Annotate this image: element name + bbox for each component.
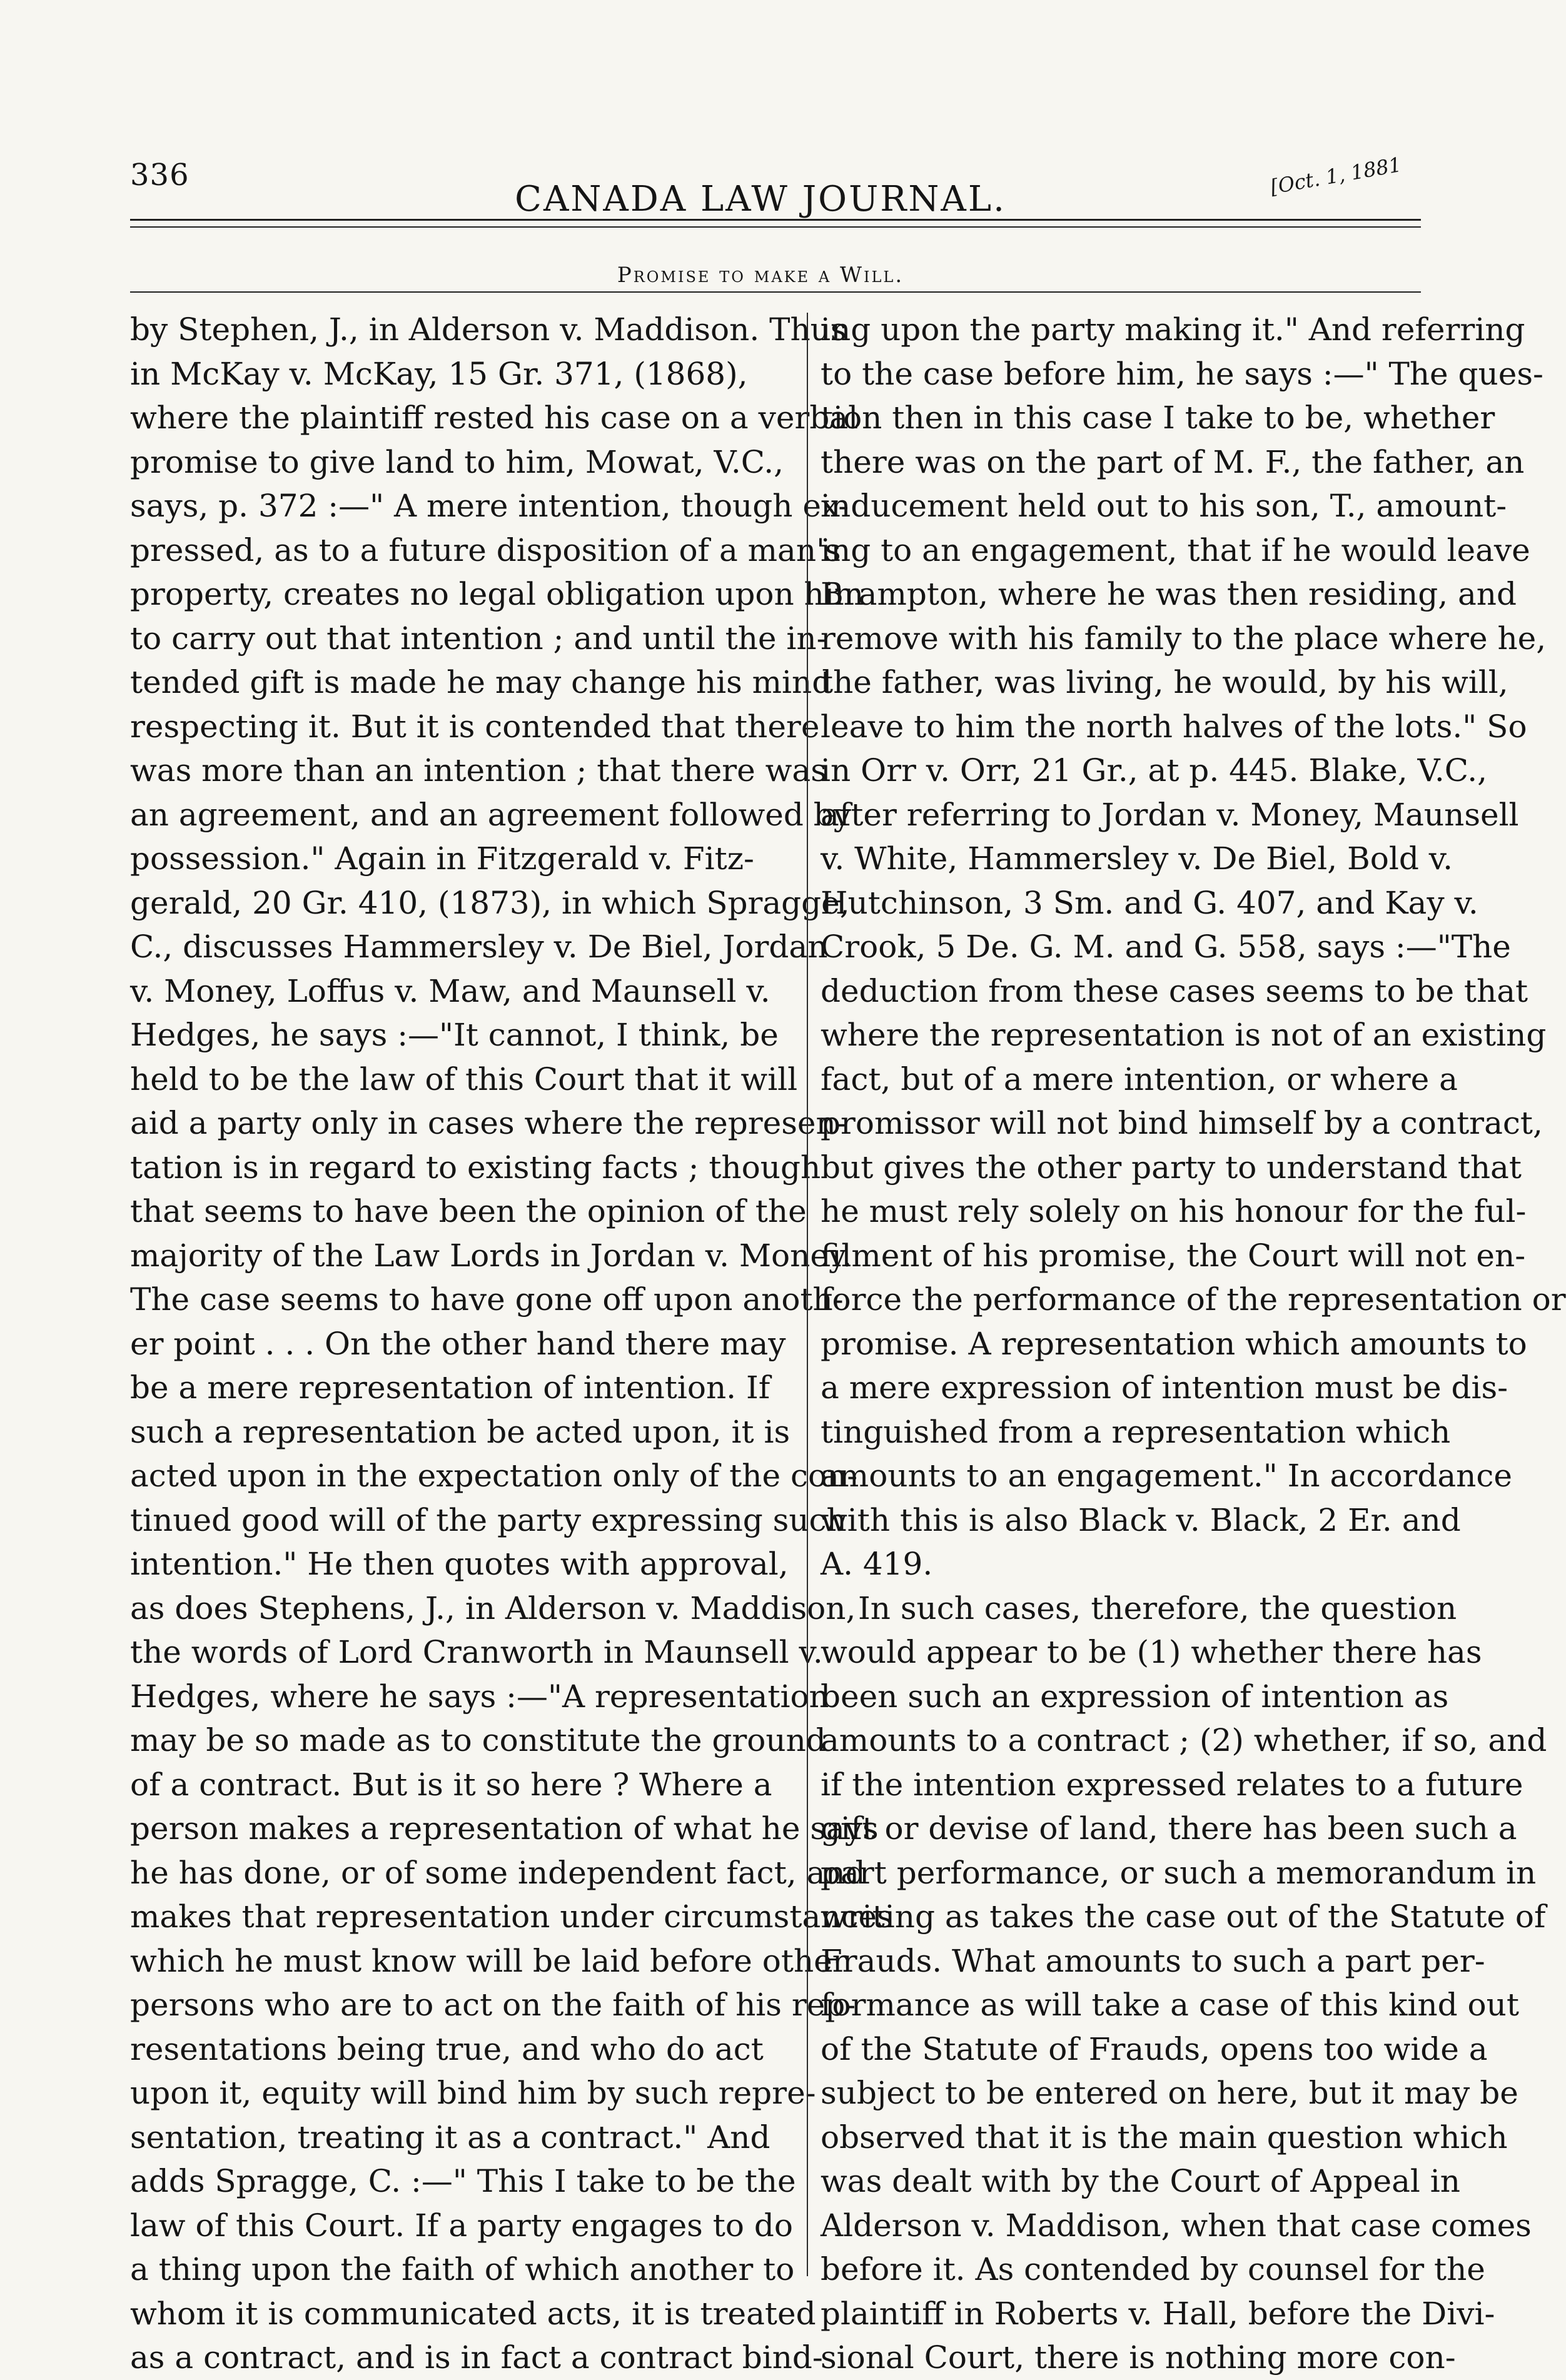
text-line: after referring to Jordan v. Money, Maunsell <box>821 796 1519 833</box>
text-line: promise to give land to him, Mowat, V.C., <box>130 443 784 480</box>
text-line: persons who are to act on the faith of his rep- <box>130 1987 856 2023</box>
text-line: amounts to an engagement." In accordance <box>821 1458 1512 1494</box>
right-column <box>821 308 1566 2380</box>
text-line: writing as takes the case out of the Statute of <box>821 1898 1546 1935</box>
text-line: held to be the law of this Court that it will <box>130 1061 798 1097</box>
text-line: he must rely solely on his honour for the ful- <box>821 1193 1527 1229</box>
header-rule-thin <box>130 226 1421 228</box>
text-line: of the Statute of Frauds, opens too wide a <box>821 2030 1488 2067</box>
text-line: er point . . . On the other hand there may <box>130 1325 786 1362</box>
text-line: with this is also Black v. Black, 2 Er. and <box>821 1501 1461 1538</box>
text-line: as does Stephens, J., in Alderson v. Maddison, <box>130 1590 856 1626</box>
text-line: respecting it. But it is contended that there <box>130 708 820 745</box>
text-line: promise. A representation which amounts to <box>821 1325 1527 1362</box>
text-line: subject to be entered on here, but it may be <box>821 2075 1518 2111</box>
text-line: C., discusses Hammersley v. De Biel, Jordan <box>130 929 828 965</box>
text-line: whom it is communicated acts, it is treated <box>130 2295 816 2332</box>
text-line: sentation, treating it as a contract." And <box>130 2119 770 2156</box>
text-line: filment of his promise, the Court will not en- <box>821 1237 1526 1274</box>
text-line: may be so made as to constitute the ground <box>130 1722 826 1758</box>
text-line: upon it, equity will bind him by such repre- <box>130 2075 816 2111</box>
text-line: he has done, or of some independent fact, and <box>130 1854 866 1891</box>
text-line: an agreement, and an agreement followed by <box>130 796 852 833</box>
article-title: Promise to make a Will. <box>617 263 904 288</box>
text-line: A. 419. <box>821 1546 933 1582</box>
text-line: plaintiff in Roberts v. Hall, before the Divi- <box>821 2295 1495 2332</box>
text-line: before it. As contended by counsel for the <box>821 2251 1485 2287</box>
text-line: The case seems to have gone off upon anoth- <box>130 1281 844 1318</box>
text-line: force the performance of the representation or <box>821 1281 1566 1318</box>
text-line: formance as will take a case of this kind out <box>821 1987 1519 2023</box>
text-line: tinguished from a representation which <box>821 1413 1451 1450</box>
text-line: a mere expression of intention must be dis- <box>821 1369 1508 1406</box>
text-line: ing to an engagement, that if he would leave <box>821 532 1530 568</box>
text-line: by Stephen, J., in Alderson v. Maddison. Thus <box>130 311 847 348</box>
text-line: tended gift is made he may change his mind <box>130 664 832 700</box>
text-line: Brampton, where he was then residing, and <box>821 576 1517 612</box>
text-line: where the representation is not of an existing <box>821 1017 1547 1053</box>
text-line: Crook, 5 De. G. M. and G. 558, says :—"The <box>821 929 1511 965</box>
text-line: amounts to a contract ; (2) whether, if so, and <box>821 1722 1547 1758</box>
text-line: be a mere representation of intention. If <box>130 1369 770 1406</box>
journal-title: CANADA LAW JOURNAL. <box>515 179 1006 219</box>
text-line: where the plaintiff rested his case on a verbal <box>130 400 859 436</box>
text-line: makes that representation under circumstances <box>130 1898 893 1935</box>
text-line: leave to him the north halves of the lots." So <box>821 708 1527 745</box>
text-line: was dealt with by the Court of Appeal in <box>821 2163 1460 2199</box>
text-line: tation is in regard to existing facts ; though <box>130 1149 821 1186</box>
text-line: tinued good will of the party expressing such <box>130 1501 847 1538</box>
text-line: resentations being true, and who do act <box>130 2030 764 2067</box>
text-line: of a contract. But is it so here ? Where a <box>130 1766 772 1803</box>
text-line: inducement held out to his son, T., amount- <box>821 488 1507 524</box>
text-line: Hutchinson, 3 Sm. and G. 407, and Kay v. <box>821 884 1478 921</box>
issue-date: [Oct. 1, 1881 <box>1268 152 1403 199</box>
text-line: a thing upon the faith of which another to <box>130 2251 795 2287</box>
text-line: in Orr v. Orr, 21 Gr., at p. 445. Blake, V.C., <box>821 752 1488 789</box>
text-line: there was on the part of M. F., the father, an <box>821 443 1525 480</box>
text-line: Alderson v. Maddison, when that case comes <box>821 2207 1532 2244</box>
text-line: v. White, Hammersley v. De Biel, Bold v. <box>821 840 1453 877</box>
text-line: promissor will not bind himself by a contract, <box>821 1105 1543 1141</box>
text-line: possession." Again in Fitzgerald v. Fitz- <box>130 840 754 877</box>
text-line: part performance, or such a memorandum in <box>821 1854 1537 1891</box>
page-number: 336 <box>130 158 189 193</box>
text-line: that seems to have been the opinion of the <box>130 1193 807 1229</box>
title-rule <box>130 291 1421 293</box>
text-line: acted upon in the expectation only of the con- <box>130 1458 858 1494</box>
text-line: says, p. 372 :—" A mere intention, though ex- <box>130 488 849 524</box>
text-line: intention." He then quotes with approval, <box>130 1546 789 1582</box>
text-line: property, creates no legal obligation upon him <box>130 576 864 612</box>
text-line: observed that it is the main question which <box>821 2119 1508 2156</box>
text-line: if the intention expressed relates to a future <box>821 1766 1523 1803</box>
text-line: which he must know will be laid before other <box>130 1942 847 1979</box>
text-line: Hedges, he says :—"It cannot, I think, be <box>130 1017 779 1053</box>
text-line: fact, but of a mere intention, or where a <box>821 1061 1458 1097</box>
text-line: aid a party only in cases where the represen- <box>130 1105 847 1141</box>
text-line: majority of the Law Lords in Jordan v. Money. <box>130 1237 852 1274</box>
text-line: was more than an intention ; that there was <box>130 752 827 789</box>
text-line: but gives the other party to understand that <box>821 1149 1522 1186</box>
text-line: the father, was living, he would, by his will, <box>821 664 1508 700</box>
text-line: in McKay v. McKay, 15 Gr. 371, (1868), <box>130 355 748 392</box>
column-divider <box>807 313 808 2276</box>
text-line: gift or devise of land, there has been such a <box>821 1810 1517 1847</box>
text-line: pressed, as to a future disposition of a man's <box>130 532 841 568</box>
text-line: to carry out that intention ; and until the in- <box>130 620 827 657</box>
text-line: tion then in this case I take to be, whether <box>821 400 1495 436</box>
text-line: person makes a representation of what he says <box>130 1810 879 1847</box>
text-line: sional Court, there is nothing more con- <box>821 2339 1456 2376</box>
text-line: v. Money, Loffus v. Maw, and Maunsell v. <box>130 972 770 1009</box>
text-line: would appear to be (1) whether there has <box>821 1634 1482 1670</box>
text-line: ing upon the party making it." And referring <box>821 311 1525 348</box>
text-line: Hedges, where he says :—"A representation <box>130 1678 829 1715</box>
text-line: Frauds. What amounts to such a part per- <box>821 1942 1485 1979</box>
text-line: In such cases, therefore, the question <box>858 1590 1457 1626</box>
text-line: law of this Court. If a party engages to do <box>130 2207 793 2244</box>
text-line: deduction from these cases seems to be that <box>821 972 1528 1009</box>
text-line: to the case before him, he says :—" The ques- <box>821 355 1543 392</box>
text-line: gerald, 20 Gr. 410, (1873), in which Spragge, <box>130 884 850 921</box>
text-line: remove with his family to the place where he, <box>821 620 1547 657</box>
text-line: adds Spragge, C. :—" This I take to be the <box>130 2163 796 2199</box>
text-line: such a representation be acted upon, it is <box>130 1413 791 1450</box>
text-line: the words of Lord Cranworth in Maunsell v. <box>130 1634 823 1670</box>
text-line: been such an expression of intention as <box>821 1678 1449 1715</box>
text-line: as a contract, and is in fact a contract bind- <box>130 2339 823 2376</box>
header-rule <box>130 219 1421 221</box>
